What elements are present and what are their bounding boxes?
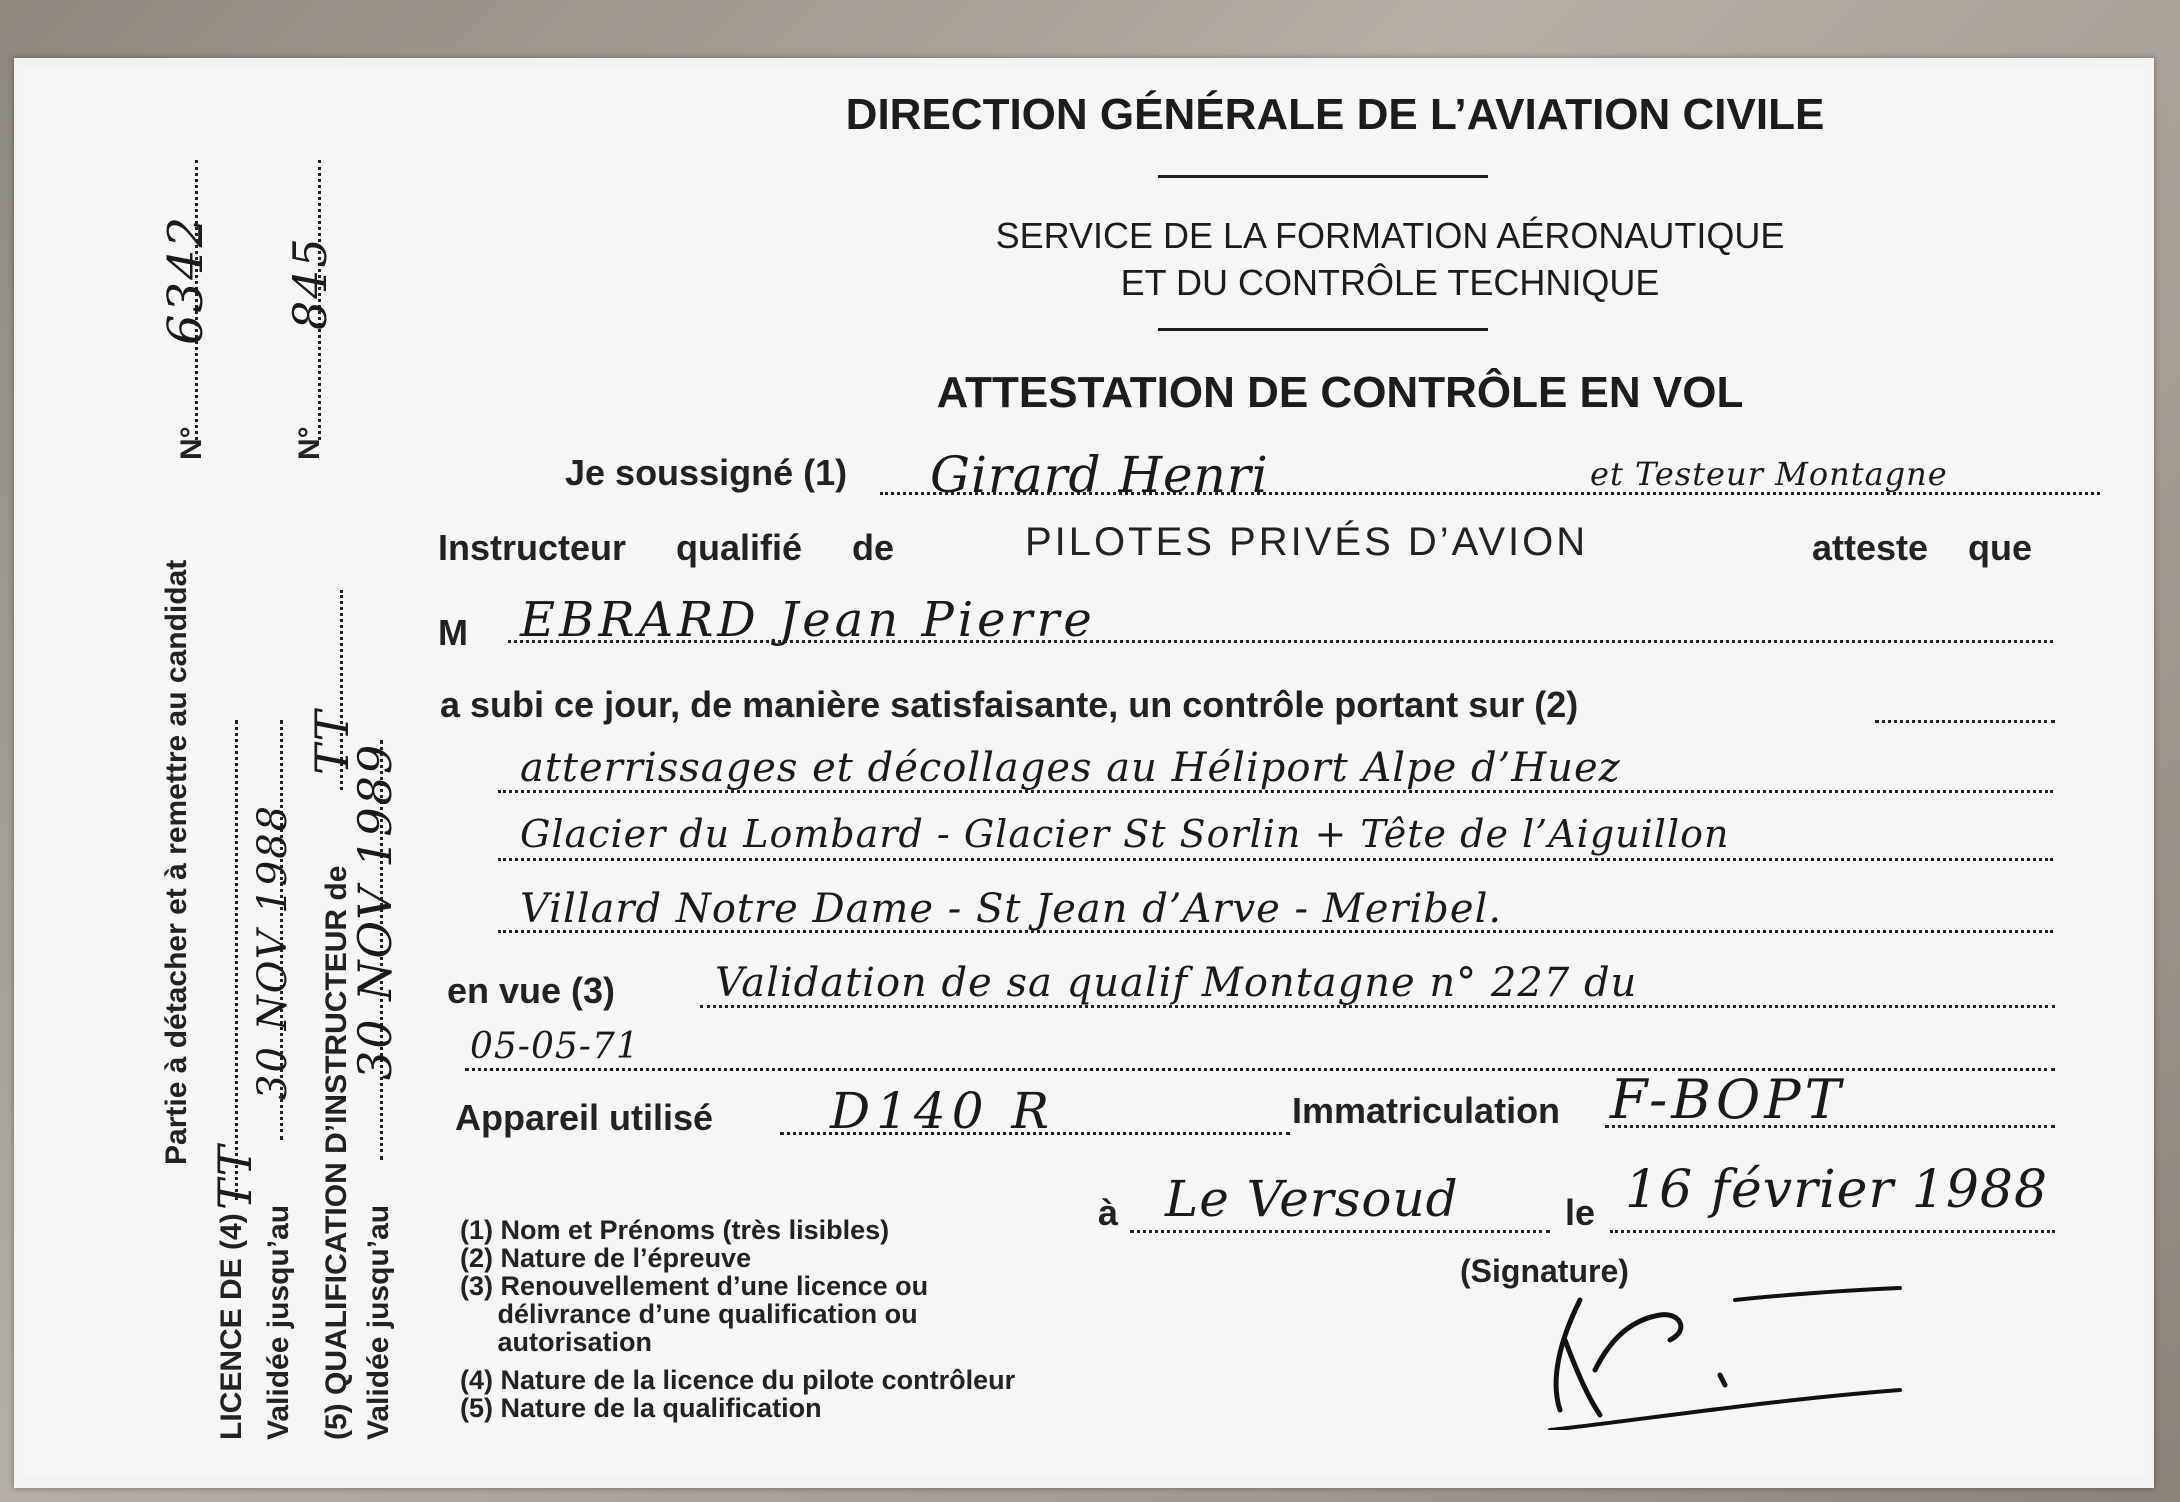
le-line	[1610, 1230, 2055, 1233]
instructeur-value: PILOTES PRIVÉS D’AVION	[1025, 520, 1589, 564]
signature-label: (Signature)	[1460, 1253, 1629, 1289]
controle-text-3: Villard Notre Dame - St Jean d’Arve - Meribel.	[520, 886, 1503, 932]
mr-value: EBRARD Jean Pierre	[520, 592, 1096, 648]
stub-no-label-2: N°	[293, 426, 326, 460]
a-value: Le Versoud	[1165, 1170, 1459, 1228]
controle-text-2: Glacier du Lombard - Glacier St Sorlin + Tête de l’Aiguillon	[520, 812, 1730, 856]
signature-drawing	[1520, 1280, 1940, 1430]
note-1: (1) Nom et Prénoms (très lisibles)	[460, 1215, 890, 1245]
header-divider-2	[1158, 328, 1488, 331]
stub-validee-value-2: 30 NOV 1989	[348, 742, 402, 1080]
stub-licence-value: TT	[208, 1143, 262, 1210]
note-5: (5) Nature de la qualification	[460, 1393, 822, 1423]
attestation-title: ATTESTATION DE CONTRÔLE EN VOL	[936, 368, 1744, 417]
appareil-value: D140 R	[830, 1082, 1056, 1140]
note-3: (3) Renouvellement d’une licence ou	[460, 1271, 929, 1301]
le-label: le	[1565, 1192, 1596, 1233]
controle-line-end	[1875, 720, 2055, 723]
en-vue-text-2: 05-05-71	[470, 1026, 640, 1067]
stub-validee-label-2: Validée jusqu’au	[362, 1204, 395, 1440]
stub-no-value-1: 6342	[158, 214, 214, 345]
soussigne-value: Girard Henri	[930, 446, 1269, 504]
en-vue-label: en vue (3)	[447, 970, 616, 1011]
soussigne-suffix: et Testeur Montagne	[1590, 455, 1948, 493]
atteste-label: atteste que	[1812, 527, 2033, 568]
service-line-2: ET DU CONTRÔLE TECHNIQUE	[1120, 262, 1660, 303]
immat-value: F-BOPT	[1610, 1068, 1845, 1131]
stub-qualif-value: TT	[305, 708, 359, 775]
stub-validee-label-1: Validée jusqu’au	[262, 1204, 295, 1440]
stub-no-value-2: 845	[283, 236, 337, 330]
stub-qualif-label: (5) QUALIFICATION D’INSTRUCTEUR de	[320, 865, 353, 1440]
service-line-1: SERVICE DE LA FORMATION AÉRONAUTIQUE	[995, 215, 1785, 256]
en-vue-text-1: Validation de sa qualif Montagne n° 227 du	[715, 960, 1638, 1006]
stub-licence-line	[235, 720, 238, 1200]
note-2: (2) Nature de l’épreuve	[460, 1243, 752, 1273]
stub-validee-value-1: 30 NOV 1988	[250, 803, 296, 1100]
a-label: à	[1098, 1192, 1119, 1233]
stub-partie-label: Partie à détacher et à remettre au candidat	[160, 559, 193, 1165]
mr-label: M	[438, 612, 468, 653]
stub-no-label-1: N°	[175, 426, 208, 460]
le-value: 16 février 1988	[1625, 1160, 2049, 1220]
soussigne-label: Je soussigné (1)	[565, 452, 848, 493]
note-3c: autorisation	[460, 1327, 653, 1357]
stub-licence-label: LICENCE DE (4)	[215, 1213, 248, 1440]
controle-label: a subi ce jour, de manière satisfaisante, un contrôle portant sur (2)	[440, 684, 1579, 725]
note-4: (4) Nature de la licence du pilote contrôleur	[460, 1365, 1016, 1395]
instructeur-label: Instructeur qualifié de	[438, 527, 895, 568]
note-3b: délivrance d’une qualification ou	[460, 1299, 918, 1329]
controle-text-1: atterrissages et décollages au Héliport Alpe d’Huez	[520, 745, 1621, 791]
appareil-label: Appareil utilisé	[455, 1097, 714, 1138]
a-line	[1130, 1230, 1550, 1233]
header-divider-1	[1158, 175, 1488, 178]
immat-label: Immatriculation	[1292, 1090, 1561, 1131]
direction-title: DIRECTION GÉNÉRALE DE L’AVIATION CIVILE	[845, 90, 1825, 139]
controle-line-2	[498, 858, 2053, 861]
